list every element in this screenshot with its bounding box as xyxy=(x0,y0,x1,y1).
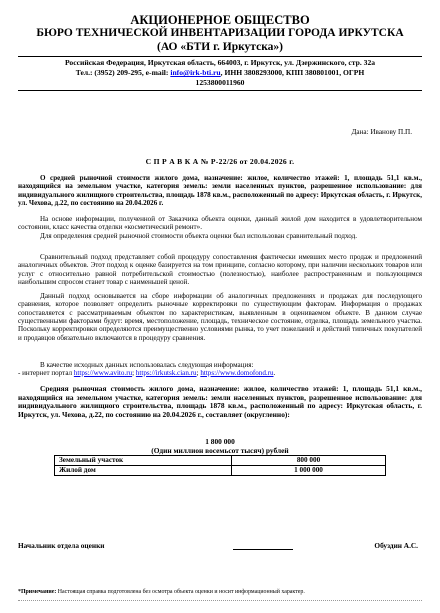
comparative-approach-paragraph: Сравнительный подход представляет собой процедуру сопоставления фактически имевших место продаж и предложений аналогичных объектов. Этот подход к оценке базируется на том принципе, согласно которому, при наличии нескольких товаров или услуг с относительно равной потребительской стоимостью (полезностью), наиболее распространенным и пользующимся наибольшим спросом станет товар с наименьшей ценой. xyxy=(18,253,422,287)
document-title: С П Р А В К А № Р-22/26 от 20.04.2026 г. xyxy=(145,157,295,166)
signature-line xyxy=(233,549,293,550)
cian-link[interactable]: https://irkutsk.cian.ru xyxy=(135,369,197,377)
approach-paragraph: Для определения средней рыночной стоимости объекта оценки был использован сравнительный подход. xyxy=(40,232,357,240)
period: . xyxy=(273,369,276,377)
org-address: Российская Федерация, Иркутская область, 664003, г. Иркутск, ул. Дзержинского, стр. 32а xyxy=(64,58,376,67)
issued-to: Дана: Иванову П.П. xyxy=(351,128,412,136)
org-ids: , ИНН 3808293000, КПП 380801001, ОГРН xyxy=(220,68,365,77)
sources-list xyxy=(18,369,422,377)
breakdown-label: Жилой дом xyxy=(55,466,232,476)
footnote xyxy=(18,589,422,595)
separator: ; xyxy=(132,369,136,377)
condition-paragraph: На основе информации, полученной от Заказчика объекта оценки, данный жилой дом находится в удовлетворительном состоянии, класс качества отделки «косметический ремонт». xyxy=(18,215,422,232)
footnote-label: *Примечание: xyxy=(18,589,57,595)
sources-prefix: - интернет портал xyxy=(18,369,74,377)
header-divider-top xyxy=(18,56,422,57)
separator: ; xyxy=(196,369,201,377)
org-contacts xyxy=(18,68,422,77)
breakdown-value: 1 000 000 xyxy=(232,466,386,476)
org-name-short: (АО «БТИ г. Иркутска») xyxy=(157,41,283,53)
conclusion-paragraph: Средняя рыночная стоимость жилого дома, назначение: жилое, количество этажей: 1, площадь 51,1 кв.м., находящийся на земельном участке, категория земель: земли населенных пунктов, разрешенное использование: для индивидуального жилищного строительства, площадь 1878 кв.м., расположенный по адресу: Иркутская область, г. Иркутск, ул. Чехова, д.22, по состоянию на 20.04.2026 г., составляет (округленно): xyxy=(18,384,422,420)
subject-paragraph: О средней рыночной стоимости жилого дома, назначение: жилое, количество этажей: 1, площадь 51,1 кв.м., находящийся на земельном участке, категория земель: земли населенных пунктов, разрешенное использование: для индивидуального жилищного строительства, площадь 1878 кв.м., расположенный по адресу: Иркутская область, г. Иркутск, ул. Чехова, д.22, по состоянию на 20.04.2026 г. xyxy=(18,174,422,208)
value-breakdown-table xyxy=(54,455,386,476)
table-row xyxy=(55,456,386,466)
method-paragraph: Данный подход основывается на сборе информации об аналогичных предложениях и продажах для последующего сравнения, которое позволяет определить рыночные корректировки по существующим факторам. Информация о продажах сопоставляется с рассматриваемым объектом по характеристикам, выявленным в оцениваемом объекте. В данном случае существенными факторами будут: время, местоположение, площадь, техническое состояние, отделка, площадь земельного участка. Поскольку корректировки определяются преимущественно условиями рынка, то учет пожеланий и действий типичных покупателей и продавцов обязательно включаются в процедуру сравнения. xyxy=(18,292,422,342)
signatory-position: Начальник отдела оценки xyxy=(18,541,105,550)
signatory-name: Обуздин А.С. xyxy=(374,541,418,550)
avito-link[interactable]: https://www.avito.ru xyxy=(73,369,133,377)
sources-intro: В качестве исходных данных использовалась следующая информация: xyxy=(40,361,254,369)
breakdown-label: Земельный участок xyxy=(55,456,232,466)
footnote-text: Настоящая справка подготовлена без осмотра объекта оценки и носит информационный характер. xyxy=(56,589,305,595)
total-amount-words: (Один миллион восемьсот тысяч) рублей xyxy=(151,446,289,455)
phone-text: Тел.: (3952) 209-295, e-mail: xyxy=(75,68,171,77)
header-divider-bottom xyxy=(18,90,422,91)
org-name-line1: АКЦИОНЕРНОЕ ОБЩЕСТВО xyxy=(130,13,310,27)
total-amount: 1 800 000 xyxy=(205,437,235,446)
org-ogrn: 1253800011960 xyxy=(195,78,245,87)
breakdown-value: 800 000 xyxy=(232,456,386,466)
table-row xyxy=(55,466,386,476)
domofond-link[interactable]: https://www.domofond.ru xyxy=(200,369,274,377)
org-name-line2: БЮРО ТЕХНИЧЕСКОЙ ИНВЕНТАРИЗАЦИИ ГОРОДА ИРКУТСКА xyxy=(36,27,404,39)
footnote-divider xyxy=(18,600,422,601)
email-link[interactable]: info@irk-bti.ru xyxy=(170,68,221,77)
